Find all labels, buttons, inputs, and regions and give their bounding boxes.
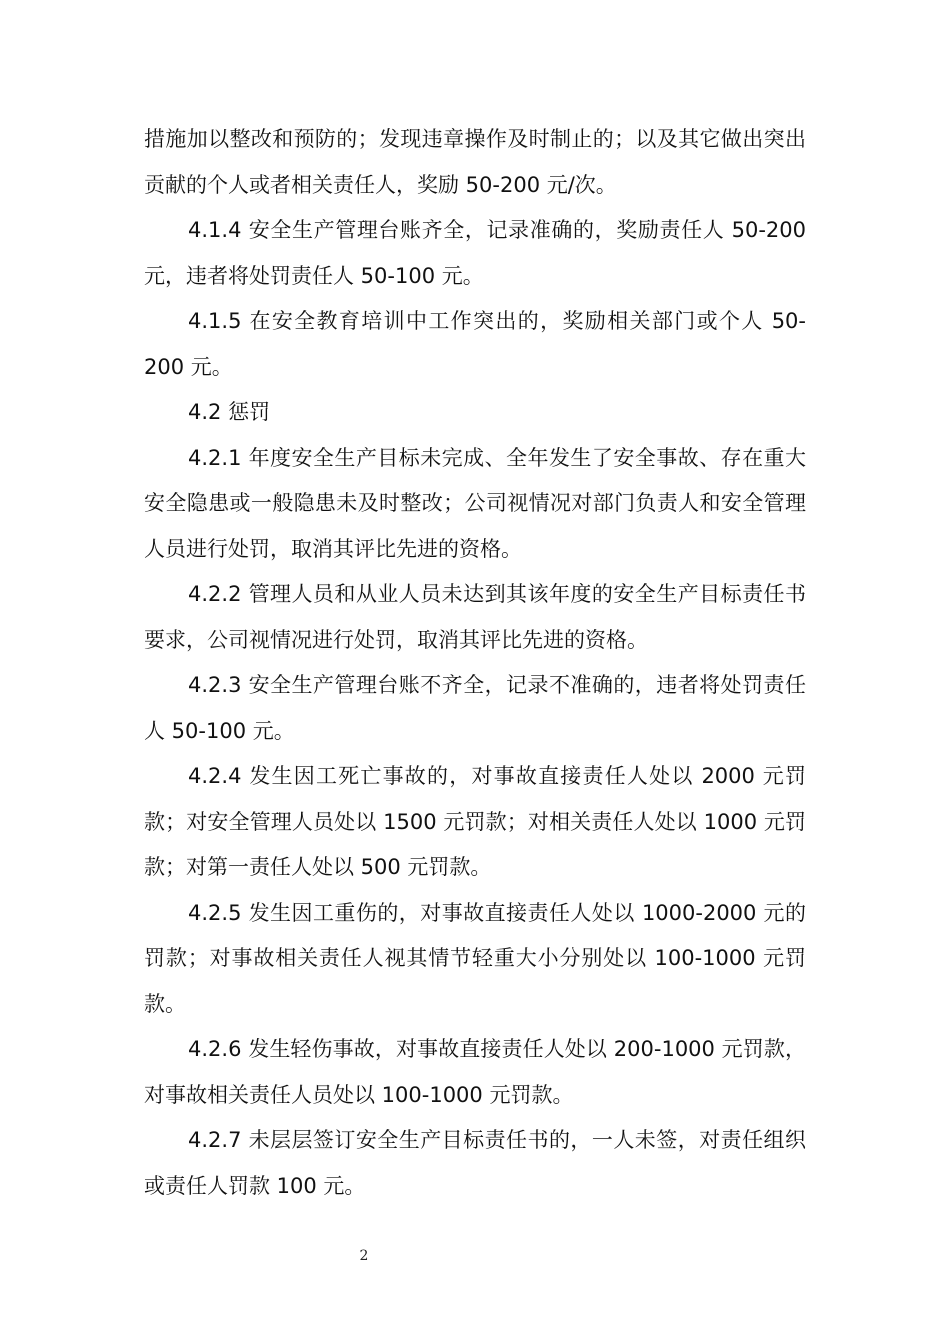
section-heading-4-2: 4.2 惩罚 — [188, 400, 271, 424]
paragraph-continuation: 措施加以整改和预防的；发现违章操作及时制止的；以及其它做出突出贡献的个人或者相关责任人，奖励 50-200 元/次。 — [144, 127, 806, 197]
paragraph-4-2-7: 4.2.7 未层层签订安全生产目标责任书的，一人未签，对责任组织或责任人罚款 100 元。 — [144, 1128, 806, 1198]
paragraph-4-2-6: 4.2.6 发生轻伤事故，对事故直接责任人处以 200-1000 元罚款，对事故相关责任人员处以 100-1000 元罚款。 — [144, 1037, 806, 1107]
page-number: 2 — [359, 1248, 369, 1264]
document-body — [144, 117, 806, 1209]
paragraph-4-2-1: 4.2.1 年度安全生产目标未完成、全年发生了安全事故、存在重大安全隐患或一般隐患未及时整改；公司视情况对部门负责人和安全管理人员进行处罚，取消其评比先进的资格。 — [144, 445, 806, 561]
paragraph-4-2-5: 4.2.5 发生因工重伤的，对事故直接责任人处以 1000-2000 元的罚款；对事故相关责任人视其情节轻重大小分别处以 100-1000 元罚款。 — [144, 900, 806, 1016]
paragraph-4-2-2: 4.2.2 管理人员和从业人员未达到其该年度的安全生产目标责任书要求，公司视情况进行处罚，取消其评比先进的资格。 — [144, 582, 806, 652]
paragraph-4-1-4: 4.1.4 安全生产管理台账齐全，记录准确的，奖励责任人 50-200 元，违者将处罚责任人 50-100 元。 — [144, 218, 806, 288]
paragraph-4-1-5: 4.1.5 在安全教育培训中工作突出的，奖励相关部门或个人 50-200 元。 — [144, 309, 806, 379]
paragraph-4-2-4: 4.2.4 发生因工死亡事故的，对事故直接责任人处以 2000 元罚款；对安全管理人员处以 1500 元罚款；对相关责任人处以 1000 元罚款；对第一责任人处以 500 元罚款。 — [144, 764, 806, 879]
paragraph-4-2-3: 4.2.3 安全生产管理台账不齐全，记录不准确的，违者将处罚责任人 50-100 元。 — [144, 673, 806, 743]
